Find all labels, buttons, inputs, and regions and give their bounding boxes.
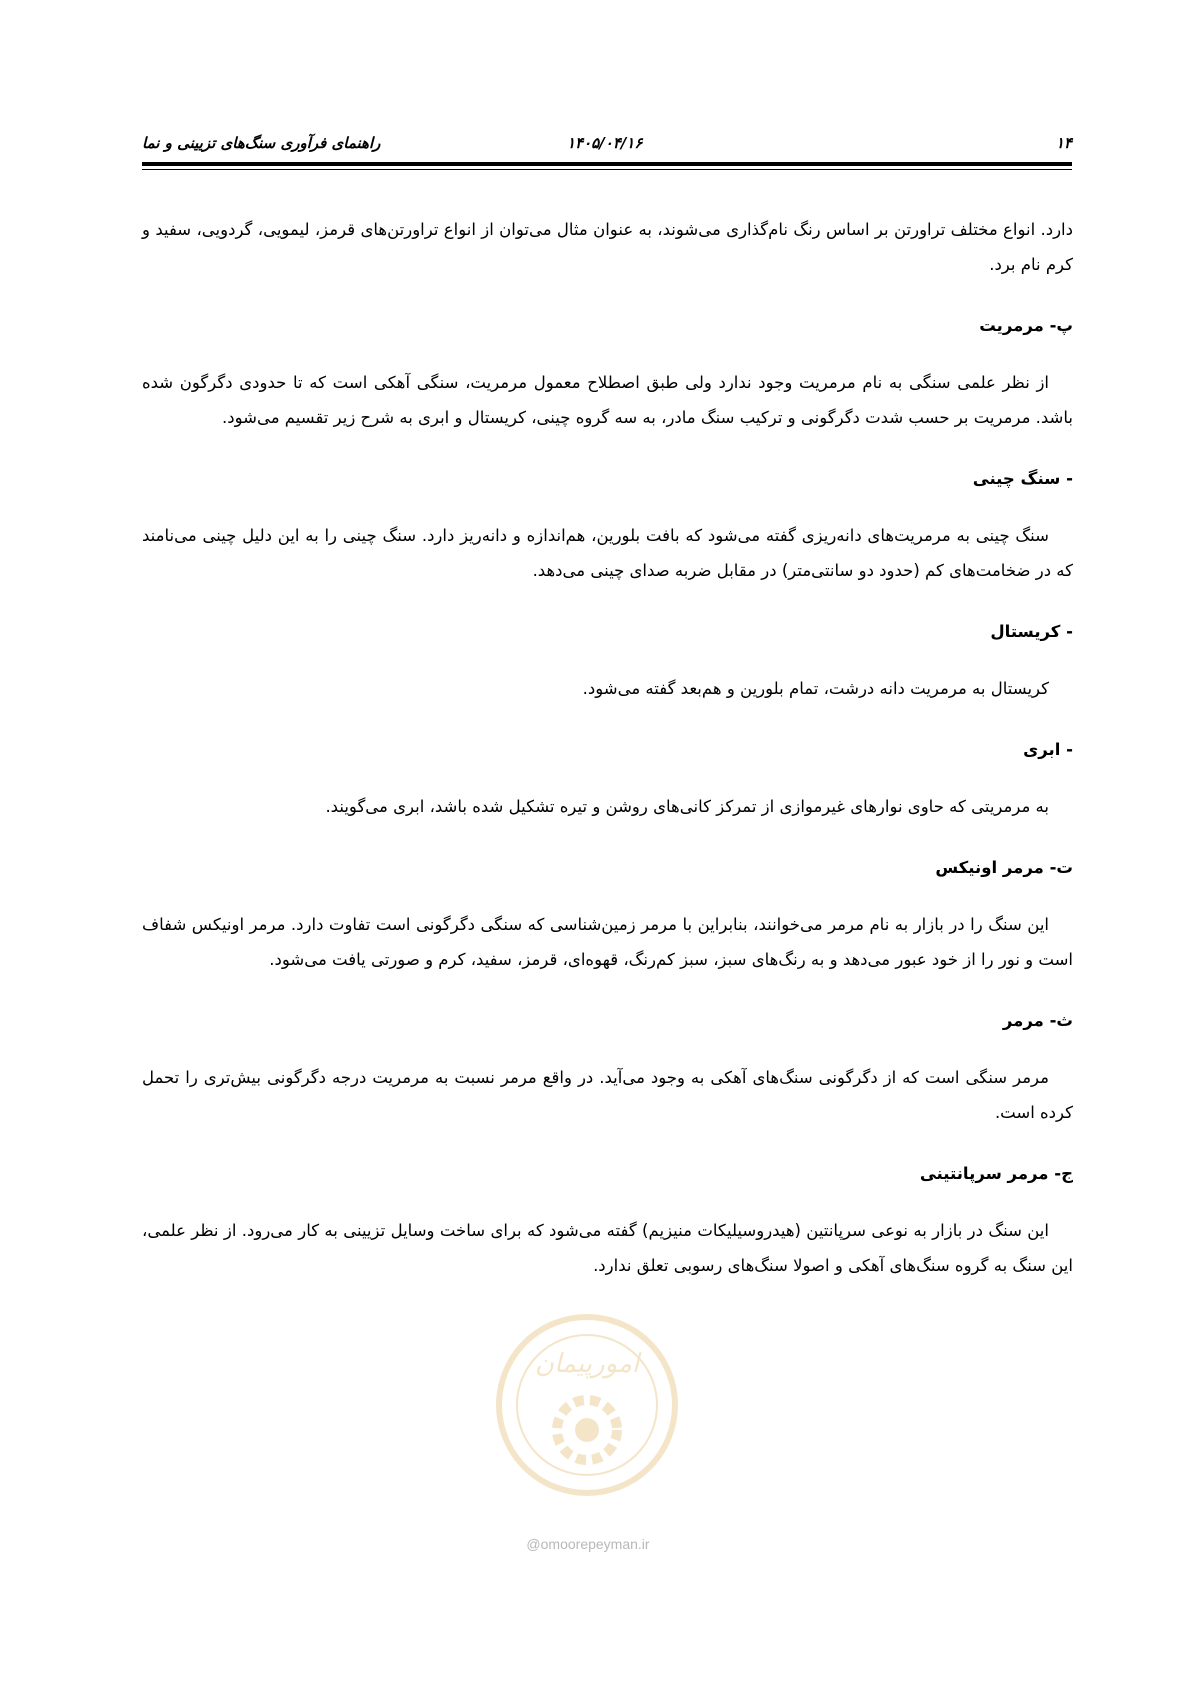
section-heading-marmarit: پ- مرمریت [979, 316, 1073, 335]
section-heading-serpentine: ج- مرمر سرپانتینی [919, 1164, 1073, 1183]
marmar-paragraph: مرمر سنگی است که از دگرگونی سنگ‌های آهکی به وجود می‌آید. در واقع مرمر نسبت به مرمریت درجه دگرگونی بیش‌تری را تحمل کرده است. [142, 1068, 1073, 1122]
watermark-seal [492, 1310, 682, 1500]
section-heading-abri: - ابری [1023, 740, 1073, 759]
section-heading-marmar: ث- مرمر [1002, 1011, 1073, 1030]
crystal-paragraph: کریستال به مرمریت دانه درشت، تمام بلورین و هم‌بعد گفته می‌شود. [582, 679, 1049, 698]
document-body [142, 212, 1073, 1283]
header-date: ۱۴۰۵/۰۴/۱۶ [567, 134, 643, 152]
onyx-paragraph: این سنگ را در بازار به نام مرمر می‌خوانند، بنابراین با مرمر زمین‌شناسی که سنگی دگرگونی است تفاوت دارد. مرمر اونیکس شفاف است و نور را از خود عبور می‌دهد و به رنگ‌های سبز، سبز کم‌رنگ، قهوه‌ای، قرمز، سفید، کرم و صورتی یافت می‌شود. [142, 915, 1073, 969]
header-rule-thin [142, 169, 1072, 170]
header-title: راهنمای فرآوری سنگ‌های تزیینی و نما [142, 134, 381, 152]
marmarit-paragraph: از نظر علمی سنگی به نام مرمریت وجود ندارد ولی طبق اصطلاح معمول مرمریت، سنگی آهکی است که تا حدودی دگرگون شده باشد. مرمریت بر حسب شدت دگرگونی و ترکیب سنگ مادر، به سه گروه چینی، کریستال و ابری به شرح زیر تقسیم می‌شود. [142, 373, 1073, 427]
intro-paragraph: دارد. انواع مختلف تراورتن بر اساس رنگ نام‌گذاری می‌شوند، به عنوان مثال می‌توان از انواع تراورتن‌های قرمز، لیمویی، گردویی، سفید و کرم نام برد. [142, 220, 1073, 274]
section-heading-onyx: ت- مرمر اونیکس [935, 858, 1073, 877]
section-heading-crystal: - کریستال [990, 622, 1073, 641]
watermark-seal-text: امورپیمان [534, 1349, 640, 1379]
serpentine-paragraph: این سنگ در بازار به نوعی سرپانتین (هیدروسیلیکات منیزیم) گفته می‌شود که برای ساخت وسایل تزیینی به کار می‌رود. از نظر علمی، این سنگ به گروه سنگ‌های آهکی و اصولا سنگ‌های رسوبی تعلق ندارد. [142, 1221, 1073, 1275]
header-rule [142, 162, 1072, 166]
section-heading-chini: - سنگ چینی [972, 469, 1073, 488]
abri-paragraph: به مرمریتی که حاوی نوارهای غیرموازی از تمرکز کانی‌های روشن و تیره تشکیل شده باشد، ابری می‌گویند. [325, 797, 1049, 816]
page-number: ۱۴ [1055, 134, 1072, 152]
page-header [142, 126, 1072, 154]
chini-paragraph: سنگ چینی به مرمریت‌های دانه‌ریزی گفته می‌شود که بافت بلورین، هم‌اندازه و دانه‌ریز دارد. سنگ چینی را به این دلیل چینی می‌نامند که در ضخامت‌های کم (حدود دو سانتی‌متر) در مقابل ضربه صدای چینی می‌دهد. [142, 526, 1073, 580]
watermark-url: @omoorepeyman.ir [526, 1536, 650, 1552]
